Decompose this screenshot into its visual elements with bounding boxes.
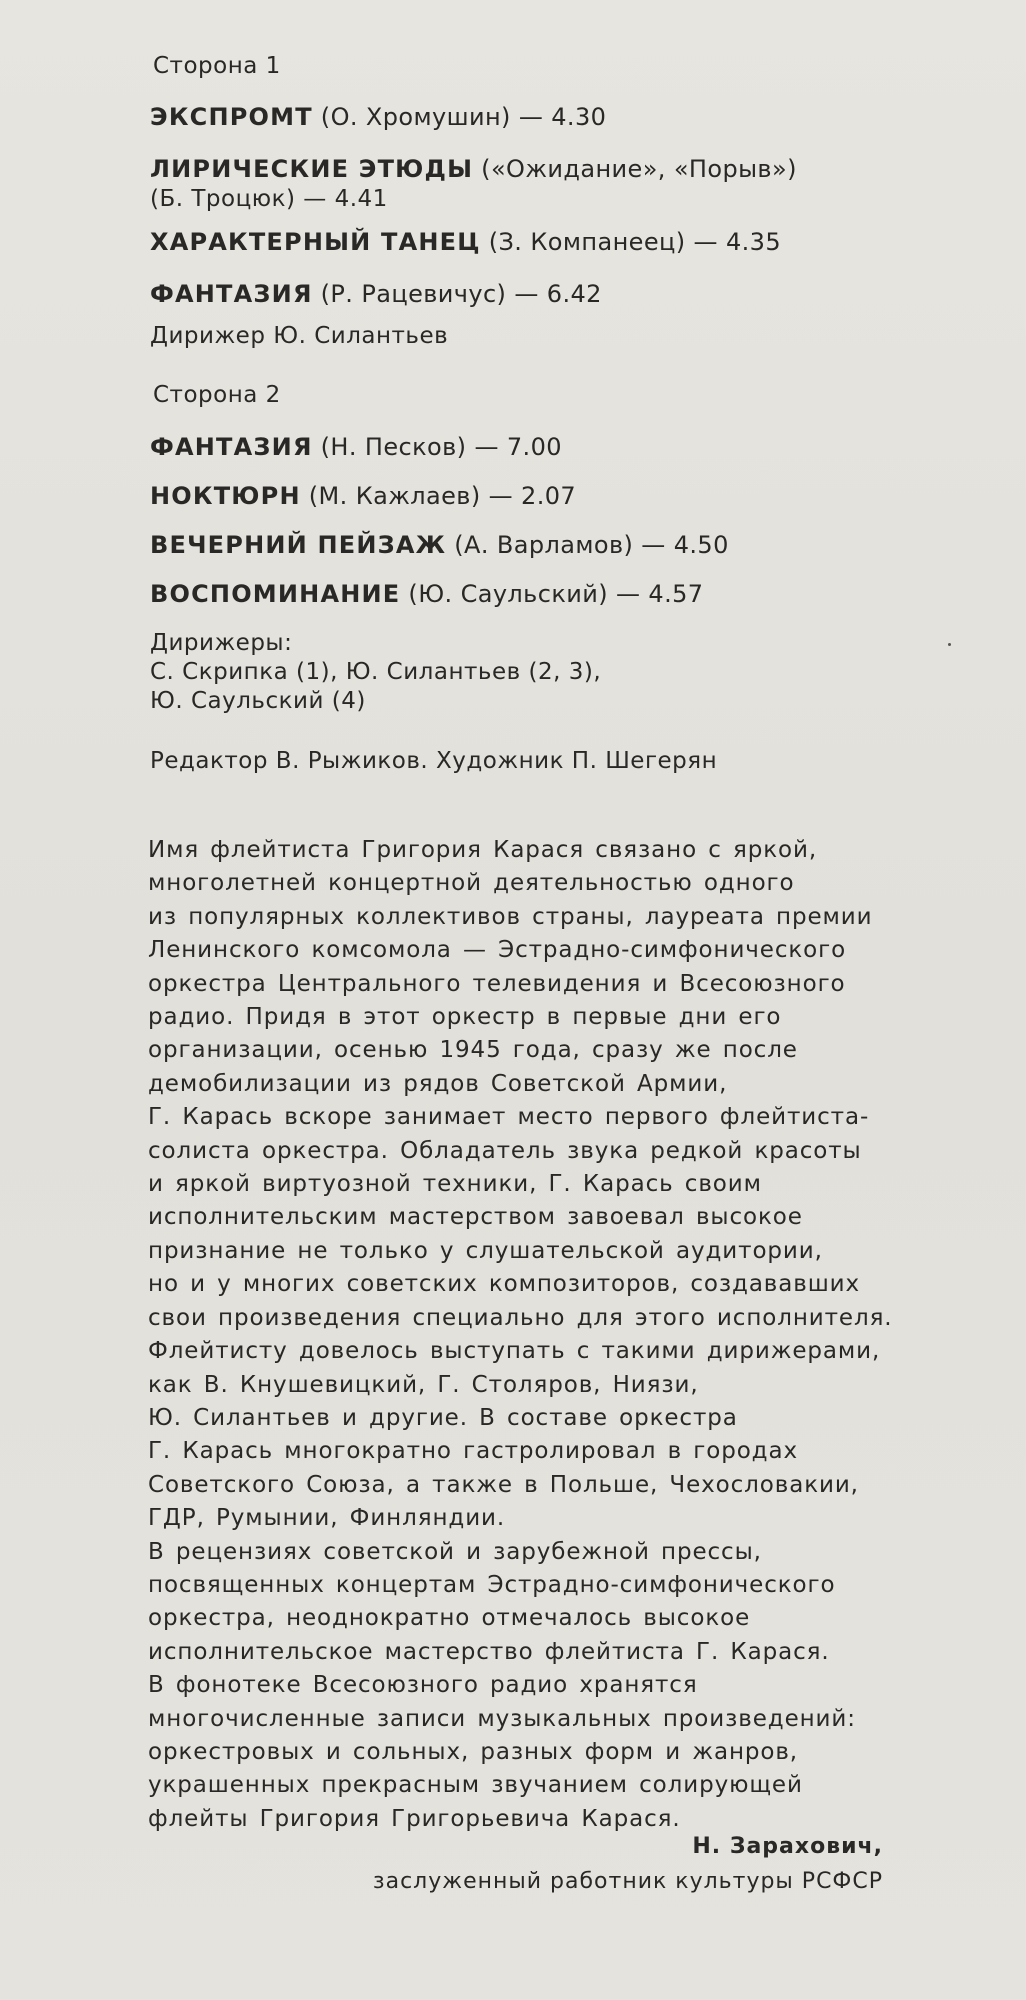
- article-line: но и у многих советских композиторов, создававших: [148, 1271, 861, 1298]
- article-line: свои произведения специально для этого исполнителя.: [148, 1304, 893, 1331]
- article-line: организации, осенью 1945 года, сразу же после: [148, 1037, 798, 1064]
- track-title: ХАРАКТЕРНЫЙ ТАНЕЦ: [150, 228, 481, 256]
- article-line: солиста оркестра. Обладатель звука редкой красоты: [148, 1137, 862, 1164]
- track-title: ЭКСПРОМТ: [150, 103, 313, 131]
- track-title: ВОСПОМИНАНИЕ: [150, 580, 401, 608]
- side2-conductors-line1: С. Скрипка (1), Ю. Силантьев (2, 3),: [150, 659, 602, 685]
- article-line: из популярных коллективов страны, лауреата премии: [148, 903, 873, 930]
- article-line: Ю. Силантьев и другие. В составе оркестра: [148, 1404, 738, 1431]
- side2-heading: Сторона 2: [153, 382, 281, 408]
- article-line: оркестра, неоднократно отмечалось высокое: [148, 1605, 751, 1632]
- side2-conductors-line2: Ю. Саульский (4): [150, 688, 366, 714]
- article-line: Флейтисту довелось выступать с такими дирижерами,: [148, 1338, 881, 1365]
- track-details: («Ожидание», «Порыв»): [473, 155, 797, 183]
- side2-conductors-label: Дирижеры:: [150, 630, 293, 656]
- article-line: исполнительским мастерством завоевал высокое: [148, 1204, 803, 1231]
- article-line: оркестровых и сольных, разных форм и жанров,: [148, 1738, 799, 1765]
- track-details: (Р. Рацевичус) — 6.42: [312, 280, 602, 308]
- article-line: исполнительское мастерство флейтиста Г. Карася.: [148, 1638, 830, 1665]
- track-title: ВЕЧЕРНИЙ ПЕЙЗАЖ: [150, 531, 447, 559]
- credits: Редактор В. Рыжиков. Художник П. Шегерян: [150, 748, 718, 774]
- track-details: (А. Варламов) — 4.50: [446, 531, 729, 559]
- side2-track-2: [150, 480, 576, 513]
- track-title: НОКТЮРН: [150, 482, 301, 510]
- track-details: (З. Компанеец) — 4.35: [480, 228, 781, 256]
- track-details: (М. Кажлаев) — 2.07: [300, 482, 577, 510]
- track-details: (Ю. Саульский) — 4.57: [400, 580, 704, 608]
- track-title: ФАНТАЗИЯ: [150, 433, 313, 461]
- article-line: Советского Союза, а также в Польше, Чехословакии,: [148, 1471, 859, 1498]
- article-line: Имя флейтиста Григория Карася связано с яркой,: [148, 837, 818, 863]
- print-speck: [948, 643, 951, 646]
- side1-track-3: [150, 226, 781, 259]
- side1-heading: Сторона 1: [153, 53, 281, 79]
- track-title: ЛИРИЧЕСКИЕ ЭТЮДЫ: [150, 155, 474, 183]
- article-line: флейты Григория Григорьевича Карася.: [148, 1805, 681, 1832]
- side1-track-2: [150, 153, 797, 186]
- article-line: оркестра Центрального телевидения и Всесоюзного: [148, 970, 846, 997]
- side1-track-1: [150, 101, 606, 134]
- article-author-title: заслуженный работник культуры РСФСР: [372, 1869, 883, 1894]
- side1-track-2-continuation: (Б. Троцюк) — 4.41: [150, 186, 388, 212]
- side2-track-1: [150, 431, 562, 464]
- side1-conductor: Дирижер Ю. Силантьев: [150, 323, 449, 349]
- article-line: Г. Карась вскоре занимает место первого флейтиста-: [148, 1104, 870, 1131]
- track-details: (О. Хромушин) — 4.30: [312, 103, 607, 131]
- track-details: (Н. Песков) — 7.00: [312, 433, 562, 461]
- article-author: Н. Зарахович,: [692, 1834, 883, 1859]
- track-title: ФАНТАЗИЯ: [150, 280, 313, 308]
- article-line: Ленинского комсомола — Эстрадно-симфонического: [148, 937, 847, 964]
- article-line: демобилизации из рядов Советской Армии,: [148, 1070, 728, 1097]
- article-line: украшенных прекрасным звучанием солирующей: [148, 1772, 803, 1799]
- article-line: В рецензиях советской и зарубежной прессы,: [148, 1538, 762, 1565]
- article-line: как В. Кнушевицкий, Г. Столяров, Ниязи,: [148, 1371, 699, 1398]
- article-line: многочисленные записи музыкальных произведений:: [148, 1705, 856, 1732]
- article-text: [148, 834, 893, 1836]
- article-line: ГДР, Румынии, Финляндии.: [148, 1505, 506, 1532]
- side1-track-4: [150, 278, 602, 311]
- article-line: В фонотеке Всесоюзного радио хранятся: [148, 1672, 698, 1699]
- article-line: радио. Придя в этот оркестр в первые дни его: [148, 1004, 782, 1031]
- article-line: многолетней концертной деятельностью одного: [148, 870, 795, 897]
- article-line: Г. Карась многократно гастролировал в городах: [148, 1438, 798, 1465]
- side2-track-3: [150, 529, 729, 562]
- article-line: посвященных концертам Эстрадно-симфонического: [148, 1571, 836, 1598]
- article-line: признание не только у слушательской аудитории,: [148, 1237, 823, 1264]
- side2-track-4: [150, 578, 703, 611]
- article-line: и яркой виртуозной техники, Г. Карась своим: [148, 1171, 762, 1198]
